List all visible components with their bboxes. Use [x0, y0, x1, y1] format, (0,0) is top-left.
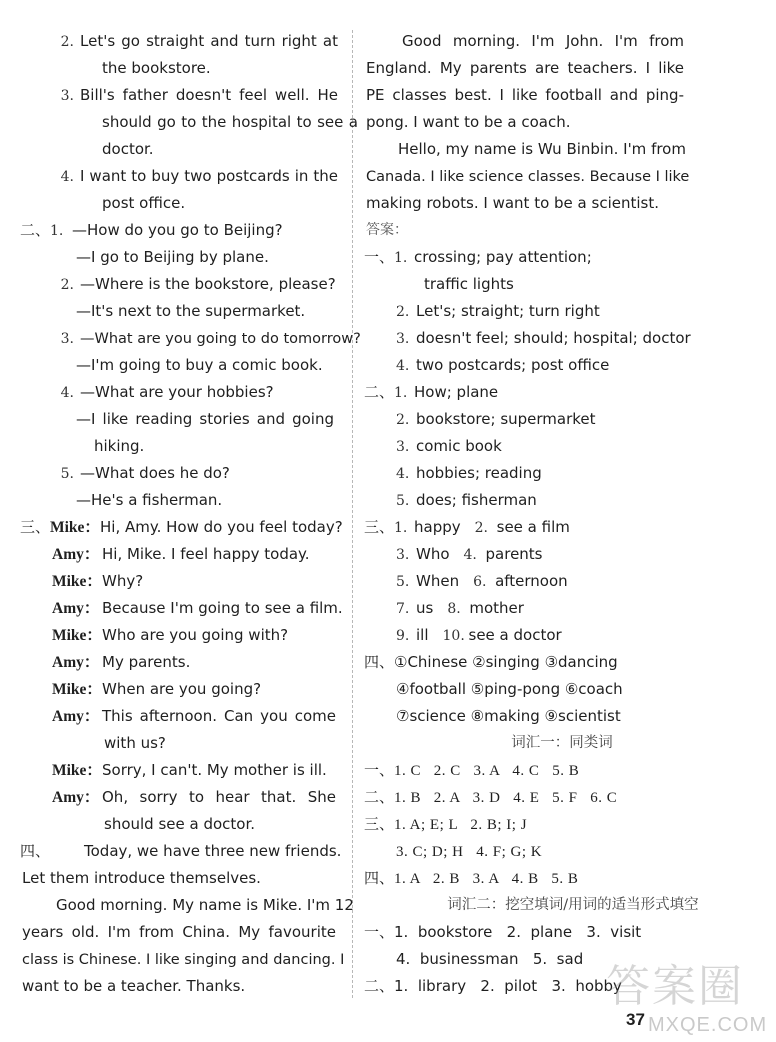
- item-number: 4.: [60, 385, 74, 401]
- item-number: 4.: [60, 169, 74, 185]
- passage-line: [366, 136, 758, 163]
- speaker: Amy：: [52, 546, 100, 563]
- dialogue-cont: with us?: [104, 734, 166, 752]
- answer-text: Let's; straight; turn right: [416, 302, 600, 320]
- answer-line: [22, 406, 348, 433]
- list-item: [22, 82, 348, 109]
- speaker: Mike：: [50, 519, 100, 536]
- speaker: Amy：: [52, 654, 100, 671]
- question-text: —What does he do?: [80, 464, 230, 482]
- dialogue-line: [22, 784, 348, 811]
- answer-text: —I like reading stories and going: [76, 410, 334, 428]
- section-label: 二、: [20, 221, 51, 239]
- dialogue-cont: should see a doctor.: [104, 815, 256, 833]
- answer-text: crossing; pay attention;: [414, 248, 592, 266]
- dialogue-line: [22, 757, 348, 784]
- item-text: Bill's father doesn't feel well. He: [80, 86, 338, 104]
- passage-text: years old. I'm from China. My favourite: [22, 923, 336, 941]
- item-number: 3.: [396, 439, 410, 455]
- dialogue-text: Oh, sorry to hear that. She: [102, 788, 336, 806]
- item-number: 6.: [473, 574, 487, 590]
- passage-text: Canada. I like science classes. Because I like: [366, 169, 690, 185]
- list-item-cont: the bookstore.: [102, 59, 211, 77]
- answer-text: hobbies; reading: [416, 464, 542, 482]
- item-number: 2.: [60, 34, 74, 50]
- answer-row: [366, 811, 758, 838]
- dialogue-line: [22, 514, 348, 541]
- answer-text: Who: [416, 545, 450, 563]
- passage-text: England. My parents are teachers. I like: [366, 59, 684, 77]
- passage-line: [22, 946, 348, 973]
- answer-row: [366, 838, 758, 865]
- list-item: [22, 271, 348, 298]
- answer-text: 1. A; E; L 2. B; I; J: [394, 817, 528, 833]
- answer-text: doesn't feel; should; hospital; doctor: [416, 329, 691, 347]
- answers-label: 答案：: [366, 222, 408, 238]
- dialogue-line: [22, 703, 348, 730]
- passage-text: Good morning. My name is Mike. I'm 12: [56, 896, 354, 914]
- section-label: 三、: [364, 815, 395, 833]
- dialogue-line: [22, 568, 348, 595]
- vocab1-title: 词汇一：同类词: [511, 735, 613, 751]
- passage-line: [22, 892, 354, 919]
- answer-row: [366, 595, 758, 622]
- watermark-logo: 答案圈: [606, 961, 744, 1012]
- speaker: Mike：: [52, 627, 102, 644]
- passage-line: making robots. I want to be a scientist.: [366, 194, 659, 212]
- answer-text: happy: [414, 518, 461, 536]
- answer-row: [366, 865, 758, 892]
- passage-line: [366, 82, 758, 109]
- dialogue-text: Who are you going with?: [102, 626, 289, 644]
- answer-row: [366, 379, 758, 406]
- speaker: Amy：: [52, 600, 100, 617]
- section-label: 四、: [364, 869, 395, 887]
- answer-text: 1. C 2. C 3. A 4. C 5. B: [394, 763, 580, 779]
- item-number: 9.: [396, 628, 410, 644]
- question-text: —What are your hobbies?: [80, 383, 274, 401]
- question-text: —How do you go to Beijing?: [72, 221, 283, 239]
- answer-row: [366, 757, 758, 784]
- left-column: [20, 28, 361, 1000]
- section-label: 一、: [364, 248, 395, 266]
- list-item: [22, 379, 348, 406]
- answer-line: —He's a fisherman.: [76, 491, 223, 509]
- answer-text: comic book: [416, 437, 502, 455]
- answer-row: [366, 298, 758, 325]
- dialogue-text: Hi, Amy. How do you feel today?: [100, 518, 343, 536]
- section-label: 二、: [364, 788, 395, 806]
- answer-row: [366, 244, 758, 271]
- passage-line: [366, 163, 758, 190]
- list-item-cont: post office.: [102, 194, 186, 212]
- answer-row: [366, 514, 758, 541]
- item-number: 5.: [396, 493, 410, 509]
- item-number: 2.: [474, 520, 488, 536]
- answer-row: [366, 568, 758, 595]
- passage-line: want to be a teacher. Thanks.: [22, 977, 246, 995]
- section-label: 四、: [364, 653, 395, 671]
- item-number: 4.: [396, 358, 410, 374]
- passage-text: class is Chinese. I like singing and dancing. I: [22, 952, 345, 968]
- item-number: 1.: [394, 250, 408, 266]
- dialogue-line: [22, 622, 348, 649]
- passage-text: PE classes best. I like football and ping-: [366, 86, 684, 104]
- section-2-q1: [22, 217, 348, 244]
- answer-text: ①Chinese ②singing ③dancing: [394, 653, 618, 671]
- item-number: 5.: [396, 574, 410, 590]
- item-text: should go to the hospital to see a: [102, 113, 358, 131]
- answer-row: ⑦science ⑧making ⑨scientist: [396, 707, 621, 725]
- list-item: [22, 28, 348, 55]
- speaker: Mike：: [52, 573, 102, 590]
- answer-text: two postcards; post office: [416, 356, 610, 374]
- list-item-cont: doctor.: [102, 140, 154, 158]
- answer-text: bookstore; supermarket: [416, 410, 596, 428]
- speaker: Mike：: [52, 681, 102, 698]
- item-number: 1.: [394, 385, 408, 401]
- list-item: [22, 325, 361, 352]
- item-number: 5.: [60, 466, 74, 482]
- answer-row: [366, 460, 758, 487]
- section-label: 二、: [364, 977, 395, 995]
- answer-text: 1. A 2. B 3. A 4. B 5. B: [394, 871, 579, 887]
- answer-text: see a film: [496, 518, 570, 536]
- item-number: 2.: [396, 304, 410, 320]
- vocab2-title: 词汇二：挖空填词/用词的适当形式填空: [447, 897, 699, 913]
- answer-text: When: [416, 572, 460, 590]
- answer-text: see a doctor: [468, 626, 562, 644]
- watermark-url: MXQE.COM: [648, 1014, 768, 1036]
- answer-row: [366, 487, 758, 514]
- answer-line: —I go to Beijing by plane.: [76, 248, 269, 266]
- answer-line: —It's next to the supermarket.: [76, 302, 306, 320]
- passage-text: Good morning. I'm John. I'm from: [402, 32, 684, 50]
- question-text: —What are you going to do tomorrow?: [80, 331, 361, 347]
- answer-line: —I'm going to buy a comic book.: [76, 356, 323, 374]
- section-label: 四、: [20, 842, 51, 860]
- answer-text: us: [416, 599, 434, 617]
- answer-row: [366, 649, 758, 676]
- list-item-cont: [22, 109, 358, 136]
- answer-text: ill: [416, 626, 429, 644]
- passage-text: Today, we have three new friends.: [84, 842, 342, 860]
- answer-text: mother: [469, 599, 524, 617]
- dialogue-line: [22, 649, 348, 676]
- page-number: 37: [626, 1010, 645, 1029]
- answer-row: [366, 433, 758, 460]
- answer-row: ④football ⑤ping-pong ⑥coach: [396, 680, 623, 698]
- section-label: 二、: [364, 383, 395, 401]
- dialogue-line: [22, 595, 348, 622]
- passage-line: [366, 55, 758, 82]
- dialogue-text: This afternoon. Can you come: [102, 707, 336, 725]
- answer-text: 4. businessman 5. sad: [396, 950, 584, 968]
- section-label: 一、: [364, 761, 395, 779]
- answer-row: [366, 784, 758, 811]
- item-text: Let's go straight and turn right at: [80, 32, 338, 50]
- answer-text: parents: [485, 545, 543, 563]
- item-number: 1.: [394, 520, 408, 536]
- item-number: 4.: [396, 466, 410, 482]
- item-number: 10.: [442, 628, 465, 644]
- dialogue-text: When are you going?: [102, 680, 262, 698]
- answer-text: 1. B 2. A 3. D 4. E 5. F 6. C: [394, 790, 618, 806]
- answer-text: afternoon: [495, 572, 568, 590]
- answer-text: does; fisherman: [416, 491, 537, 509]
- item-number: 3.: [60, 88, 74, 104]
- dialogue-text: My parents.: [102, 653, 191, 671]
- item-number: 2.: [60, 277, 74, 293]
- question-text: —Where is the bookstore, please?: [80, 275, 336, 293]
- list-item: [22, 460, 348, 487]
- item-number: 7.: [396, 601, 410, 617]
- speaker: Amy：: [52, 789, 100, 806]
- passage-line: Let them introduce themselves.: [22, 869, 261, 887]
- passage-intro: [22, 838, 348, 865]
- section-label: 一、: [364, 923, 395, 941]
- dialogue-text: Because I'm going to see a film.: [102, 599, 343, 617]
- section-label: 三、: [364, 518, 395, 536]
- item-text: I want to buy two postcards in the: [80, 167, 338, 185]
- passage-text: Hello, my name is Wu Binbin. I'm from: [398, 140, 686, 158]
- item-number: 3.: [396, 547, 410, 563]
- dialogue-line: [22, 676, 348, 703]
- right-column: [366, 28, 758, 1000]
- passage-line: [366, 28, 758, 55]
- answer-row: [366, 541, 758, 568]
- answer-row: [366, 325, 758, 352]
- dialogue-line: [22, 541, 348, 568]
- item-number: 1.: [50, 223, 64, 239]
- list-item: [22, 163, 348, 190]
- item-number: 3.: [396, 331, 410, 347]
- item-number: 4.: [463, 547, 477, 563]
- item-number: 3.: [60, 331, 74, 347]
- speaker: Mike：: [52, 762, 102, 779]
- dialogue-text: Why?: [102, 572, 144, 590]
- column-divider: [352, 30, 353, 998]
- answer-text: 3. C; D; H 4. F; G; K: [396, 844, 543, 860]
- answer-row: [366, 406, 758, 433]
- answer-text: 1. library 2. pilot 3. hobby: [394, 977, 622, 995]
- item-number: 2.: [396, 412, 410, 428]
- dialogue-text: Hi, Mike. I feel happy today.: [102, 545, 310, 563]
- passage-line: [22, 919, 348, 946]
- answer-row: [366, 352, 758, 379]
- section-label: 三、: [20, 518, 51, 536]
- item-number: 8.: [447, 601, 461, 617]
- dialogue-text: Sorry, I can't. My mother is ill.: [102, 761, 327, 779]
- answer-row: traffic lights: [424, 275, 514, 293]
- answer-text: How; plane: [414, 383, 499, 401]
- passage-line: pong. I want to be a coach.: [366, 113, 571, 131]
- answer-row: [366, 622, 758, 649]
- answer-text: 1. bookstore 2. plane 3. visit: [394, 923, 642, 941]
- speaker: Amy：: [52, 708, 100, 725]
- answer-line: hiking.: [94, 437, 145, 455]
- answer-row: [366, 919, 758, 946]
